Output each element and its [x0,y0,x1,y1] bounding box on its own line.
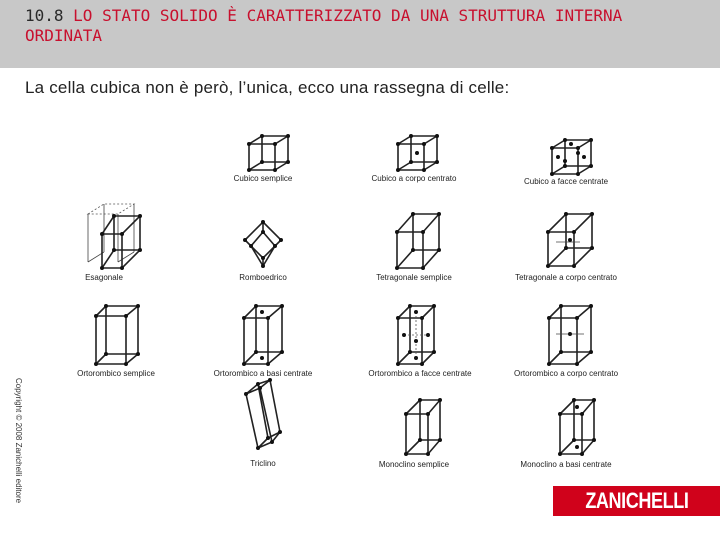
cell-label: Ortorombico a basi centrate [213,369,313,378]
copyright-wrap [13,378,23,528]
cell-label: Cubico semplice [233,174,293,183]
cell-label: Monoclino a basi centrate [520,460,612,469]
title-text: LO STATO SOLIDO È CARATTERIZZATO DA UNA STRUTTURA INTERNA ORDINATA [25,6,623,45]
cell-label: Triclino [250,459,276,468]
cell-label: Ortorombico a facce centrate [368,369,472,378]
monoclinic-base-centered-icon [558,398,596,456]
cubic-face-centered-icon [550,138,593,176]
cell-label: Ortorombico semplice [77,369,155,378]
logo-text: ZANICHELLI [584,488,689,513]
cell-label: Esagonale [85,273,123,282]
monoclinic-simple-icon [404,398,442,456]
section-number: 10.8 [25,6,64,25]
cell-label: Tetragonale a corpo centrato [515,273,617,282]
subtitle: La cella cubica non è però, l’unica, ecco una rassegna di celle: [25,78,510,97]
hexagonal-icon [88,204,142,270]
orthorhombic-face-centered-icon [396,304,436,366]
zanichelli-logo [553,486,720,516]
copyright-text: Copyright © 2008 Zanichelli editore [14,378,23,504]
cubic-simple-icon [247,134,290,172]
tetragonal-body-centered-icon [546,212,594,268]
cell-label: Cubico a facce centrate [523,177,609,186]
cell-label: Tetragonale semplice [376,273,452,282]
cell-label: Monoclino semplice [378,460,450,469]
triclinic-icon [244,378,282,450]
rhombohedral-icon [243,220,283,268]
tetragonal-simple-icon [395,212,441,270]
cell-label: Ortorombico a corpo centrato [513,369,619,378]
orthorhombic-base-centered-icon [242,304,284,366]
orthorhombic-body-centered-icon [547,304,593,366]
cell-label: Cubico a corpo centrato [371,174,457,183]
orthorhombic-simple-icon [94,304,140,366]
cubic-body-centered-icon [396,134,439,172]
cell-label: Romboedrico [239,273,287,282]
